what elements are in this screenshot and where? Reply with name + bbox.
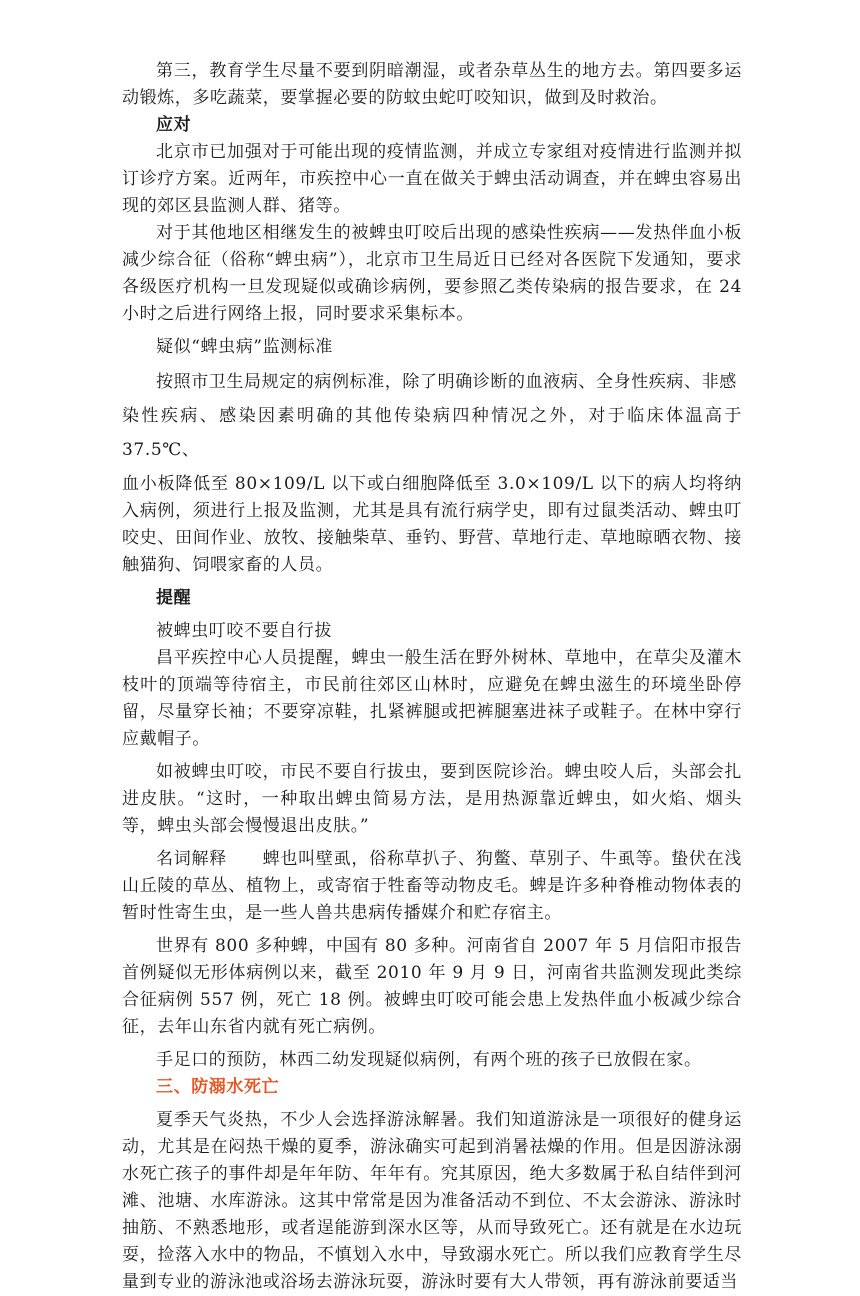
paragraph-prevention-advice: 第三，教育学生尽量不要到阴暗潮湿，或者杂草丛生的地方去。第四要多运动锻炼，多吃蔬菜，要掌握必要的防蚊虫蛇叮咬知识，做到及时救治。 (122, 61, 742, 108)
section-heading-drowning: 三、防溺水死亡 (156, 1077, 280, 1097)
paragraph-beijing-monitoring: 北京市已加强对于可能出现的疫情监测，并成立专家组对疫情进行监测并拟订诊疗方案。近两年，市疾控中心一直在做关于蜱虫活动调查，并在蜱虫容易出现的郊区县监测人群、猪等。 (122, 142, 742, 216)
paragraph-tick-statistics: 世界有 800 多种蜱，中国有 80 多种。河南省自 2007 年 5 月信阳市报告首例疑似无形体病例以来，截至 2010 年 9 月 9 日，河南省共监测发现此类综合征病例 557 例，死亡 18 例。被蜱虫叮咬可能会患上发热伴血小板减少综合征，去年山东省内就有死亡病例。 (122, 936, 742, 1037)
subheading-monitoring-standard: 疑似“蜱虫病”监测标准 (156, 337, 333, 357)
paragraph-case-standard-rest: 血小板降低至 80×109/L 以下或白细胞降低至 3.0×109/L 以下的病人均将纳入病例，须进行上报及监测，尤其是具有流行病学史，即有过鼠类活动、蜱虫叮咬史、田间作业、放牧、接触柴草、垂钓、野营、草地行走、草地晾晒衣物、接触猫狗、饲喂家畜的人员。 (122, 474, 742, 575)
paragraph-changping-advice: 昌平疾控中心人员提醒，蜱虫一般生活在野外树林、草地中，在草尖及灌木枝叶的顶端等待宿主，市民前往郊区山林时，应避免在蜱虫滋生的环境坐卧停留，尽量穿长袖；不要穿凉鞋，扎紧裤腿或把裤腿塞进袜子或鞋子。在林中穿行应戴帽子。 (122, 648, 742, 749)
document-body (122, 58, 742, 1296)
subheading-do-not-pull: 被蜱虫叮咬不要自行拔 (156, 621, 332, 641)
paragraph-drowning-prevention: 夏季天气炎热，不少人会选择游泳解暑。我们知道游泳是一项很好的健身运动，尤其是在闷热干燥的夏季，游泳确实可起到消暑祛燥的作用。但是因游泳溺水死亡孩子的事件却是年年防、年年有。究其原因，绝大多数属于私自结伴到河滩、池塘、水库游泳。这其中常常是因为准备活动不到位、不太会游泳、游泳时抽筋、不熟悉地形，或者逞能游到深水区等，从而导致死亡。还有就是在水边玩耍，捡落入水中的物品，不慎划入水中，导致溺水死亡。所以我们应教育学生尽量到专业的游泳池或浴场去游泳玩耍，游泳时要有大人带领，再有游泳前要适当 (122, 1110, 742, 1292)
heading-reminder: 提醒 (156, 588, 192, 608)
paragraph-hospital-notice: 对于其他地区相继发生的被蜱虫叮咬后出现的感染性疾病——发热伴血小板减少综合征（俗称“蜱虫病”），北京市卫生局近日已经对各医院下发通知，要求各级医疗机构一旦发现疑似或确诊病例，要参照乙类传染病的报告要求，在 24 小时之后进行网络上报，同时要求采集标本。 (122, 223, 742, 324)
paragraph-term-explanation: 名词解释 蜱也叫壁虱，俗称草扒子、狗鳖、草别子、牛虱等。蛰伏在浅山丘陵的草丛、植物上，或寄宿于牲畜等动物皮毛。蜱是许多种脊椎动物体表的暂时性寄生虫，是一些人兽共患病传播媒介和贮存宿主。 (122, 849, 742, 923)
paragraph-case-standard-line1: 按照市卫生局规定的病例标准，除了明确诊断的血液病、全身性疾病、非感 (156, 372, 737, 392)
paragraph-if-bitten: 如被蜱虫叮咬，市民不要自行拔虫，要到医院诊治。蜱虫咬人后，头部会扎进皮肤。“这时，一种取出蜱虫简易方法，是用热源靠近蜱虫，如火焰、烟头等，蜱虫头部会慢慢退出皮肤。” (122, 762, 742, 836)
paragraph-case-standard-line2: 染性疾病、感染因素明确的其他传染病四种情况之外，对于临床体温高于 37.5℃、 (122, 406, 742, 460)
paragraph-hand-foot-mouth: 手足口的预防，林西二幼发现疑似病例，有两个班的孩子已放假在家。 (156, 1050, 702, 1070)
heading-response: 应对 (156, 115, 192, 135)
